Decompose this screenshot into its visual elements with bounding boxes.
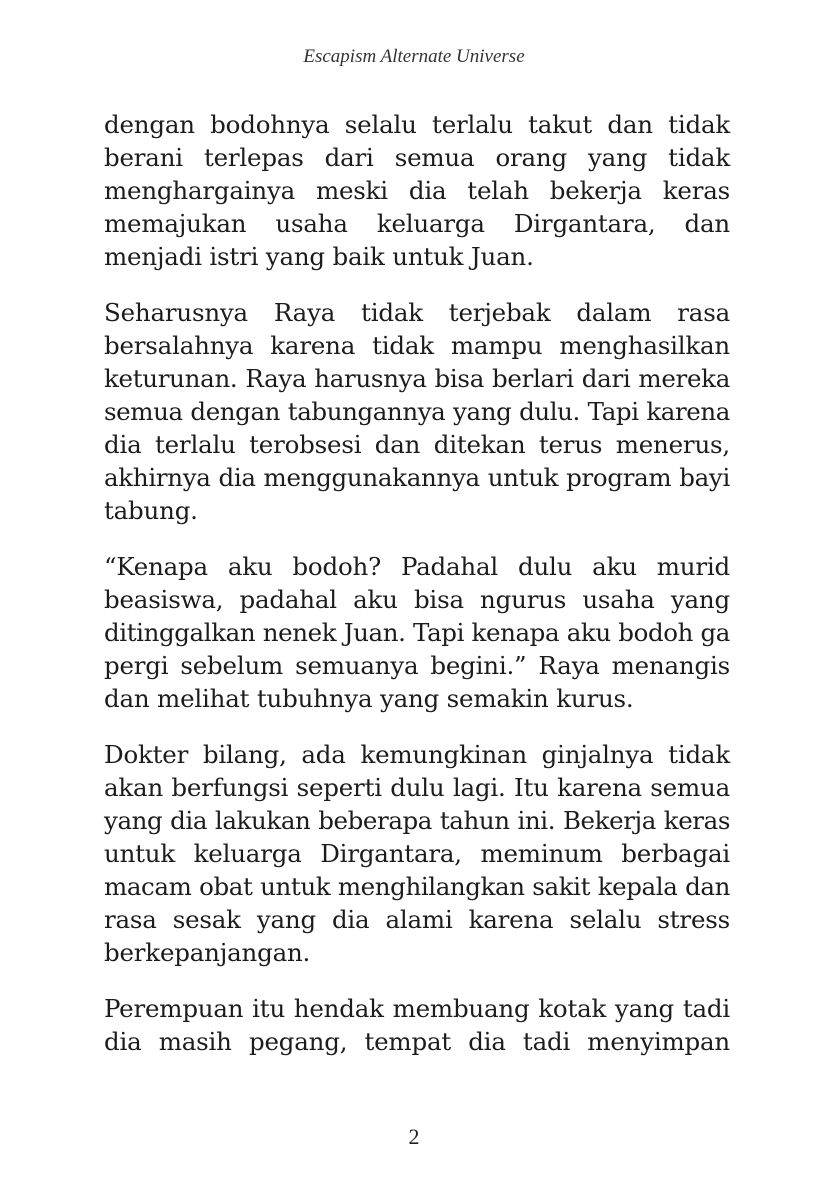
body-text <box>104 108 730 1081</box>
text-line: berani terlepas dari semua orang yang tidak <box>104 143 730 172</box>
text-line: dia terlalu terobsesi dan ditekan terus menerus, <box>104 430 730 459</box>
paragraph <box>104 992 730 1058</box>
paragraph <box>104 550 730 715</box>
text-line: “Kenapa aku bodoh? Padahal dulu aku murid <box>104 552 730 581</box>
text-line: menjadi istri yang baik untuk Juan. <box>104 242 534 271</box>
paragraph <box>104 738 730 969</box>
paragraph <box>104 108 730 273</box>
text-line: memajukan usaha keluarga Dirgantara, dan <box>104 209 730 238</box>
text-line: yang dia lakukan beberapa tahun ini. Bekerja keras <box>104 806 730 835</box>
text-line: ditinggalkan nenek Juan. Tapi kenapa aku bodoh ga <box>104 618 730 647</box>
text-line: akhirnya dia menggunakannya untuk program bayi <box>104 463 730 492</box>
text-line: dia masih pegang, tempat dia tadi menyimpan <box>104 1027 730 1056</box>
text-line: keturunan. Raya harusnya bisa berlari dari mereka <box>104 364 730 393</box>
text-line: rasa sesak yang dia alami karena selalu stress <box>104 905 730 934</box>
text-line: beasiswa, padahal aku bisa ngurus usaha yang <box>104 585 730 614</box>
text-line: dan melihat tubuhnya yang semakin kurus. <box>104 684 634 713</box>
text-line: akan berfungsi seperti dulu lagi. Itu karena semua <box>104 773 730 802</box>
text-line: tabung. <box>104 496 198 525</box>
text-line: bersalahnya karena tidak mampu menghasilkan <box>104 331 730 360</box>
running-header: Escapism Alternate Universe <box>303 46 525 67</box>
text-line: Seharusnya Raya tidak terjebak dalam rasa <box>104 298 730 327</box>
text-line: untuk keluarga Dirgantara, meminum berbagai <box>104 839 730 868</box>
text-line: semua dengan tabungannya yang dulu. Tapi karena <box>104 397 730 426</box>
text-line: pergi sebelum semuanya begini.” Raya menangis <box>104 651 730 680</box>
paragraph <box>104 296 730 527</box>
text-line: menghargainya meski dia telah bekerja keras <box>104 176 730 205</box>
text-line: Perempuan itu hendak membuang kotak yang tadi <box>104 994 730 1023</box>
text-line: macam obat untuk menghilangkan sakit kepala dan <box>104 872 730 901</box>
text-line: berkepanjangan. <box>104 938 311 967</box>
text-line: dengan bodohnya selalu terlalu takut dan tidak <box>104 110 730 139</box>
text-line: Dokter bilang, ada kemungkinan ginjalnya tidak <box>104 740 730 769</box>
page-number: 2 <box>408 1124 420 1149</box>
